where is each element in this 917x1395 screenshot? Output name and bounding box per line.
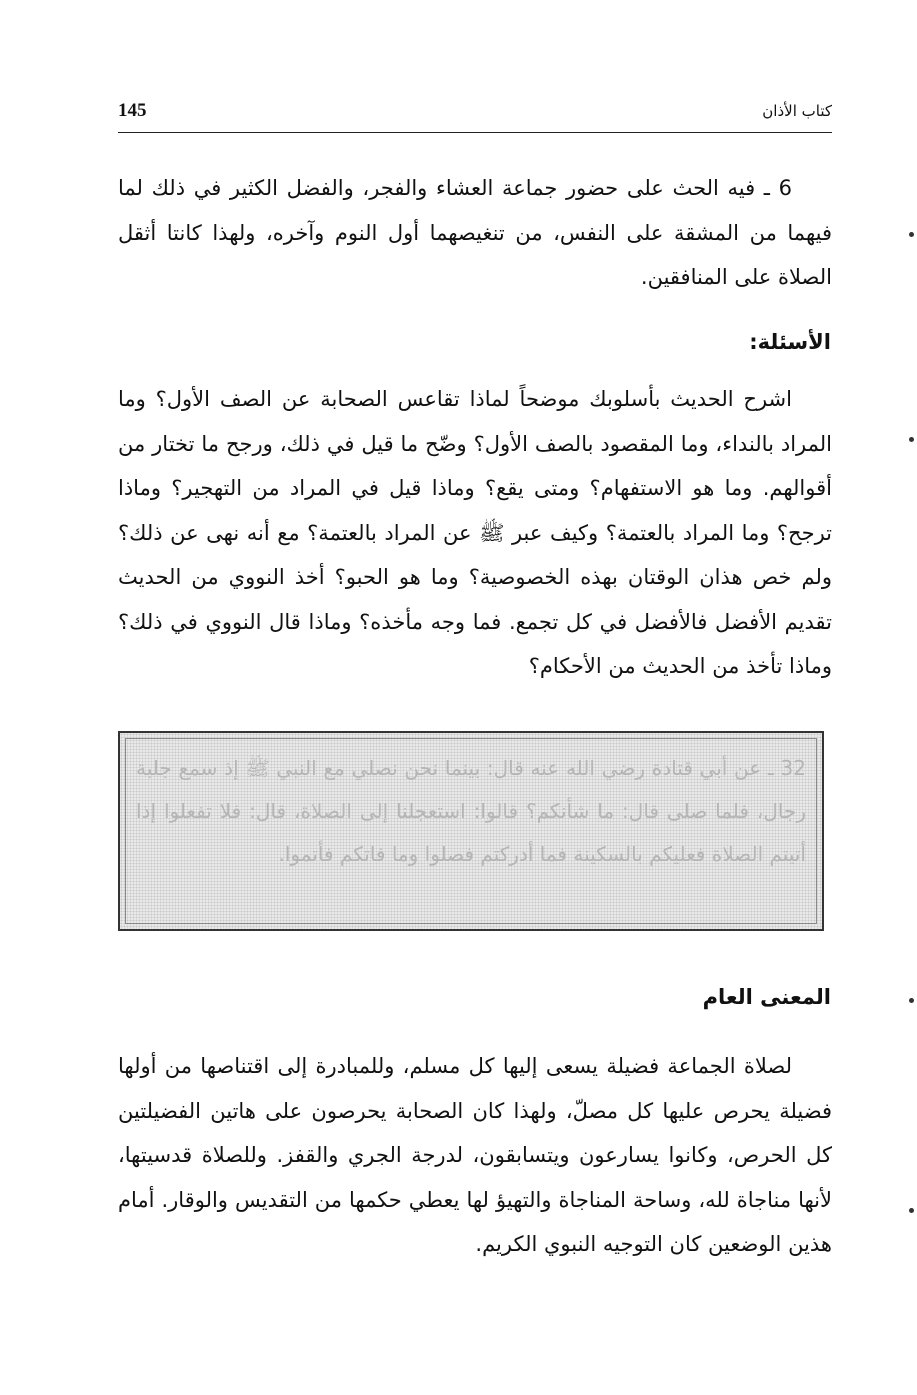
hadith-box	[118, 731, 824, 931]
questions-heading: الأسئلة:	[749, 330, 831, 354]
point-6-paragraph: 6 ـ فيه الحث على حضور جماعة العشاء والفجر، والفضل الكثير في ذلك لما فيهما من المشقة على النفس، من تنغيصهما أول النوم وآخره، ولهذا كانتا أثقل الصلاة على المنافقين.	[118, 176, 832, 289]
page-number: 145	[118, 100, 147, 121]
margin-mark	[909, 998, 914, 1003]
hadith-text: 32 ـ عن أبي قتادة رضي الله عنه قال: بينما نحن نصلي مع النبي ﷺ إذ سمع جلبة رجال، فلما صلى قال: ما شأنكم؟ قالوا: استعجلنا إلى الصلاة، قال: فلا تفعلوا إذا أتيتم الصلاة فعليكم بالسكينة فما أدركتم فصلوا وما فاتكم فأتموا.	[136, 756, 806, 866]
questions-paragraph: اشرح الحديث بأسلوبك موضحاً لماذا تقاعس الصحابة عن الصف الأول؟ وما المراد بالنداء، وما المقصود بالصف الأول؟ وضّح ما قيل في ذلك، ورجح ما تختار من أقوالهم. وما هو الاستفهام؟ ومتى يقع؟ وماذا قيل في المراد من التهجير؟ وماذا ترجح؟ وما المراد بالعتمة؟ وكيف عبر ﷺ عن المراد بالعتمة؟ مع أنه نهى عن ذلك؟ ولم خص هذان الوقتان بهذه الخصوصية؟ وما هو الحبو؟ أخذ النووي من الحديث تقديم الأفضل فالأفضل في كل تجمع. فما وجه مأخذه؟ وماذا قال النووي في ذلك؟ وماذا تأخذ من الحديث من الأحكام؟	[118, 387, 832, 678]
margin-mark	[909, 437, 914, 442]
margin-mark	[909, 1208, 914, 1213]
running-title: كتاب الأذان	[762, 102, 832, 120]
general-meaning-paragraph: لصلاة الجماعة فضيلة يسعى إليها كل مسلم، وللمبادرة إلى اقتناصها من أولها فضيلة يحرص عليها كل مصلّ، ولهذا كان الصحابة يحرصون على هاتين الفضيلتين كل الحرص، وكانوا يسارعون ويتسابقون، لدرجة الجري والقفز. وللصلاة قدسيتها، لأنها مناجاة لله، وساحة المناجاة والتهيؤ لها يعطي حكمها من التقديس والوقار. أمام هذين الوضعين كان التوجيه النبوي الكريم.	[118, 1054, 832, 1256]
page-header	[118, 96, 832, 133]
margin-mark	[909, 232, 914, 237]
general-meaning-heading: المعنى العام	[702, 985, 831, 1009]
